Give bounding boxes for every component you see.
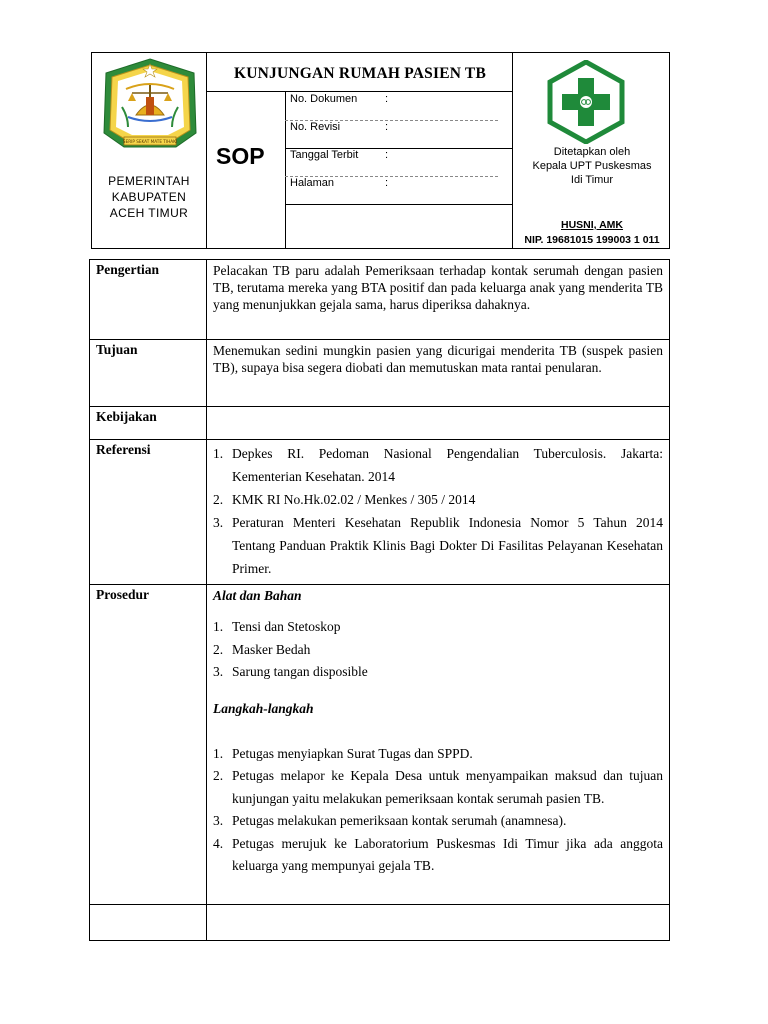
document-title: KUNJUNGAN RUMAH PASIEN TB (233, 65, 486, 82)
langkah-heading: Langkah-langkah (213, 700, 314, 716)
meta-no-dokumen: No. Dokumen : (290, 93, 389, 105)
tujuan-text: Menemukan sedini mungkin pasien yang dicurigai menderita TB (suspek pasien TB), supaya bisa segera diobati dan memutuskan mata rantai penularan. (207, 340, 670, 407)
section-label: Kebijakan (90, 407, 207, 440)
section-label: Pengertian (90, 260, 207, 340)
empty-cell (90, 905, 207, 941)
signer-nip: NIP. 19681015 199003 1 011 (524, 234, 660, 246)
sop-header (91, 52, 670, 249)
sop-label: SOP (216, 143, 265, 169)
list-item: 2. Masker Bedah (213, 641, 311, 657)
list-item: 1. Petugas menyiapkan Surat Tugas dan SPPD. (213, 745, 473, 761)
list-item: 4. Petugas merujuk ke Laboratorium Puskesmas Idi Timur jika ada anggota keluarga yang mempunyai gejala TB. (213, 835, 663, 873)
meta-halaman: Halaman : (290, 177, 389, 189)
table-row (90, 585, 670, 905)
sop-content-table (89, 259, 670, 941)
meta-no-revisi: No. Revisi : (290, 121, 389, 133)
kebijakan-text (207, 407, 670, 440)
header-rule (285, 204, 512, 205)
approval-text: Ditetapkan oleh Kepala UPT Puskesmas Idi Timur (532, 146, 652, 186)
list-item: 3. Peraturan Menteri Kesehatan Republik Indonesia Nomor 5 Tahun 2014 Tentang Panduan Praktik Klinis Bagi Dokter Di Fasilitas Pelayanan Kesehatan Primer. (213, 515, 663, 576)
puskesmas-logo (544, 60, 628, 144)
header-divider (285, 91, 286, 248)
list-item: 2. Petugas melapor ke Kepala Desa untuk menyampaikan maksud dan tujuan kunjungan yaitu melakukan pemeriksaan kontak serumah pasien TB. (213, 768, 663, 806)
referensi-list (213, 442, 663, 580)
list-item: 3. Sarung tangan disposible (213, 664, 368, 679)
signer-name: HUSNI, AMK (560, 219, 624, 231)
table-row (90, 260, 670, 340)
empty-cell (207, 905, 670, 941)
prosedur-cell (207, 585, 670, 905)
referensi-cell (207, 440, 670, 585)
pengertian-text: Pelacakan TB paru adalah Pemeriksaan terhadap kontak serumah dengan pasien TB, terutama mereka yang BTA positif dan pada keluarga anak yang menderita TB yang menunjukkan gejala sama, harus diperiksa dahaknya. (207, 260, 670, 340)
table-row (90, 905, 670, 941)
logo-banner-text: SERIP SEKAT MATE TIHAKI (122, 139, 178, 144)
organization-name: PEMERINTAH KABUPATEN ACEH TIMUR (108, 174, 190, 220)
list-item: 1. Tensi dan Stetoskop (213, 619, 341, 634)
table-row (90, 407, 670, 440)
aceh-timur-logo (98, 55, 202, 157)
section-label: Prosedur (90, 585, 207, 905)
list-item: 2. KMK RI No.Hk.02.02 / Menkes / 305 / 2014 (213, 492, 476, 507)
list-item: 1. Depkes RI. Pedoman Nasional Pengendalian Tuberculosis. Jakarta: Kementerian Kesehatan. 2014 (213, 446, 663, 484)
section-label: Tujuan (90, 340, 207, 407)
alat-heading: Alat dan Bahan (213, 588, 302, 603)
section-label: Referensi (90, 440, 207, 585)
table-row (90, 340, 670, 407)
table-row (90, 440, 670, 585)
header-rule (206, 91, 512, 92)
langkah-list (213, 743, 663, 878)
alat-list (213, 616, 663, 684)
list-item: 3. Petugas melakukan pemeriksaan kontak serumah (anamnesa). (213, 813, 567, 828)
meta-tanggal-terbit: Tanggal Terbit : (290, 149, 389, 161)
